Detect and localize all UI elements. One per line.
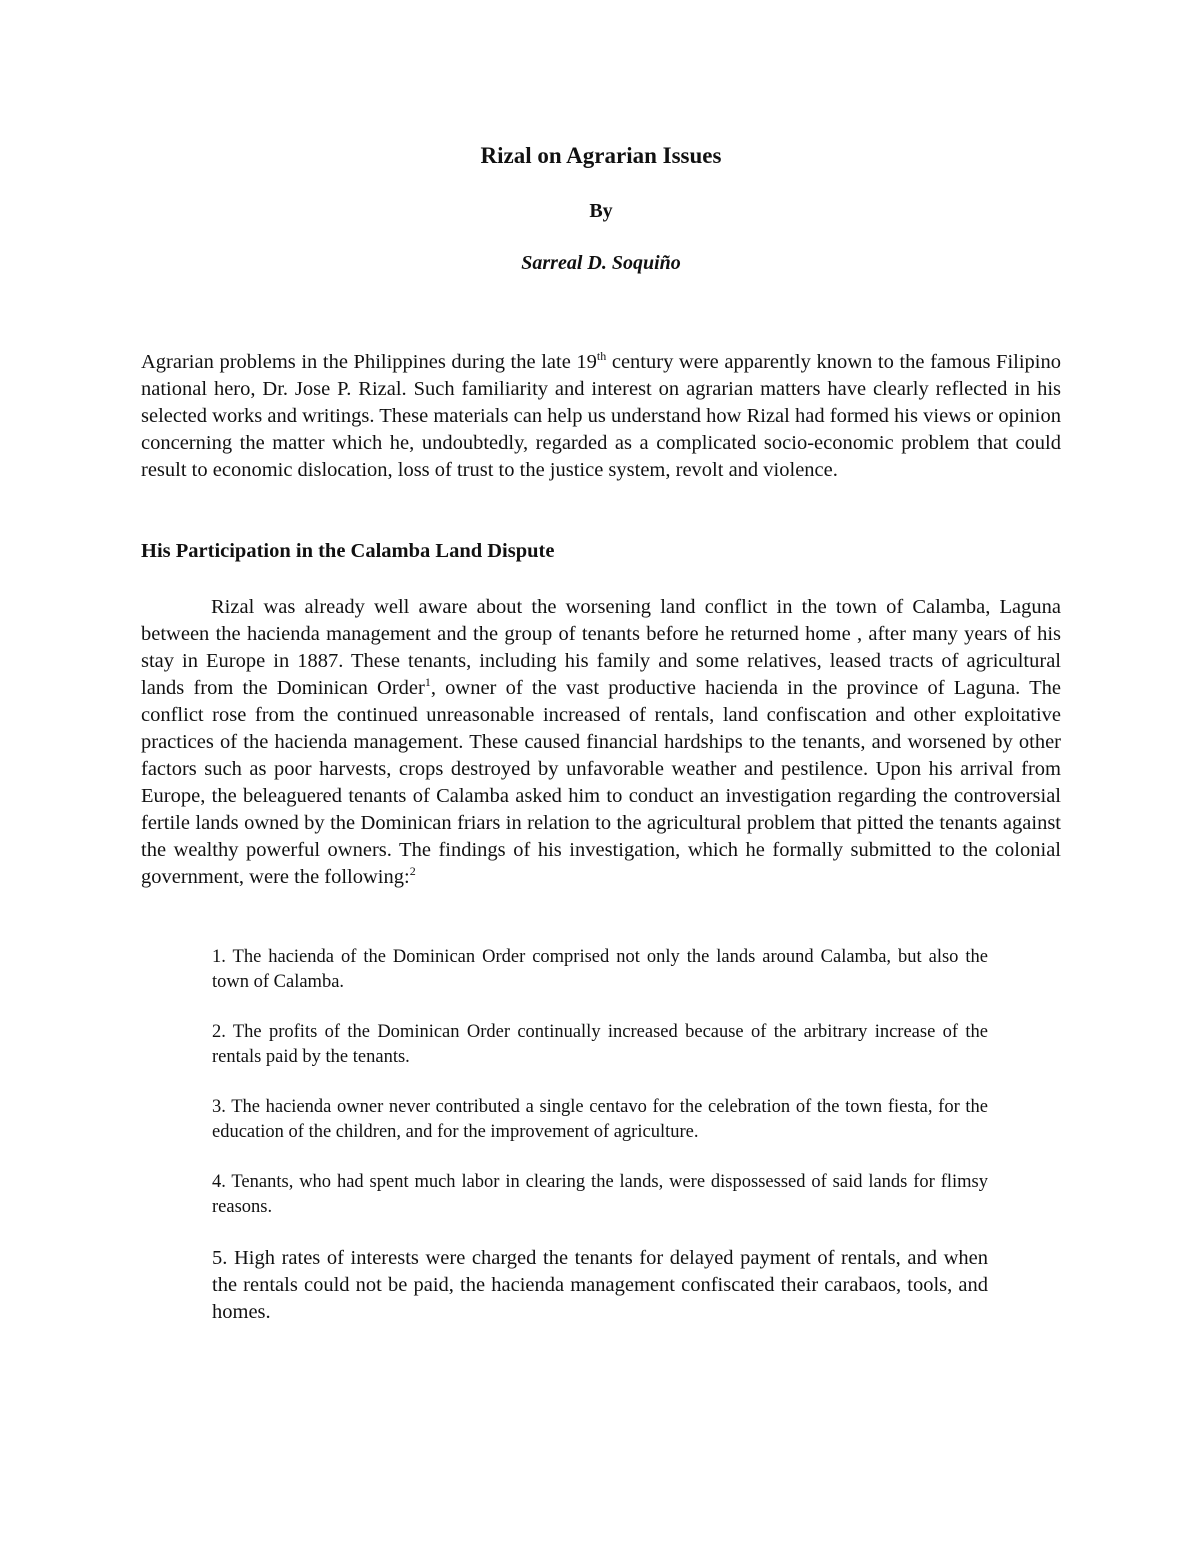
author-name: Sarreal D. Soquiño — [521, 252, 681, 274]
ordinal-suffix: th — [596, 349, 607, 364]
intro-paragraph — [141, 349, 1061, 484]
finding-item: 1. The hacienda of the Dominican Order comprised not only the lands around Calamba, but also the town of Calamba. — [212, 947, 988, 992]
section-heading: His Participation in the Calamba Land Dispute — [141, 540, 555, 562]
findings-list — [212, 945, 988, 1351]
finding-item: 5. High rates of interests were charged the tenants for delayed payment of rentals, and when the rentals could not be paid, the hacienda management confiscated their carabaos, tools, and homes. — [212, 1247, 988, 1323]
finding-item: 3. The hacienda owner never contributed a single centavo for the celebration of the town fiesta, for the education of the children, and for the improvement of agriculture. — [212, 1097, 988, 1142]
footnote-ref-1[interactable]: 1 — [424, 675, 431, 690]
byline: By — [589, 200, 613, 222]
footnote-ref-2[interactable]: 2 — [409, 864, 416, 879]
section-text-part1: Rizal was already well aware about the worsening land conflict in the town of Calamba, Laguna between the hacienda management and the group of tenants before he returned home , after many years of his stay in Europe in 1887. These tenants, including his family and some relatives, leased tracts of agricultural lands from the Dominican Order — [141, 596, 1061, 699]
section-paragraph — [141, 594, 1061, 891]
document-title: Rizal on Agrarian Issues — [480, 143, 722, 168]
intro-text-end: century were apparently known to the famous Filipino national hero, Dr. Jose P. Rizal. Such familiarity and interest on agrarian matters have clearly reflected in his selected works and writings. These materials can help us understand how Rizal had formed his views or opinion concerning the matter which he, undoubtedly, regarded as a complicated socio-economic problem that could result to economic dislocation, loss of trust to the justice system, revolt and violence. — [141, 351, 1061, 481]
intro-text-start: Agrarian problems in the Philippines during the late 19 — [141, 351, 597, 373]
finding-item: 4. Tenants, who had spent much labor in clearing the lands, were dispossessed of said lands for flimsy reasons. — [212, 1172, 988, 1217]
finding-item: 2. The profits of the Dominican Order continually increased because of the arbitrary increase of the rentals paid by the tenants. — [212, 1022, 988, 1067]
section-text-part2: , owner of the vast productive hacienda in the province of Laguna. The conflict rose from the continued unreasonable increased of rentals, land confiscation and other exploitative practices of the hacienda management. These caused financial hardships to the tenants, and worsened by other factors such as poor harvests, crops destroyed by unfavorable weather and pestilence. Upon his arrival from Europe, the beleaguered tenants of Calamba asked him to conduct an investigation regarding the controversial fertile lands owned by the Dominican friars in relation to the agricultural problem that pitted the tenants against the wealthy powerful owners. The findings of his investigation, which he formally submitted to the colonial government, were the following: — [141, 677, 1062, 888]
